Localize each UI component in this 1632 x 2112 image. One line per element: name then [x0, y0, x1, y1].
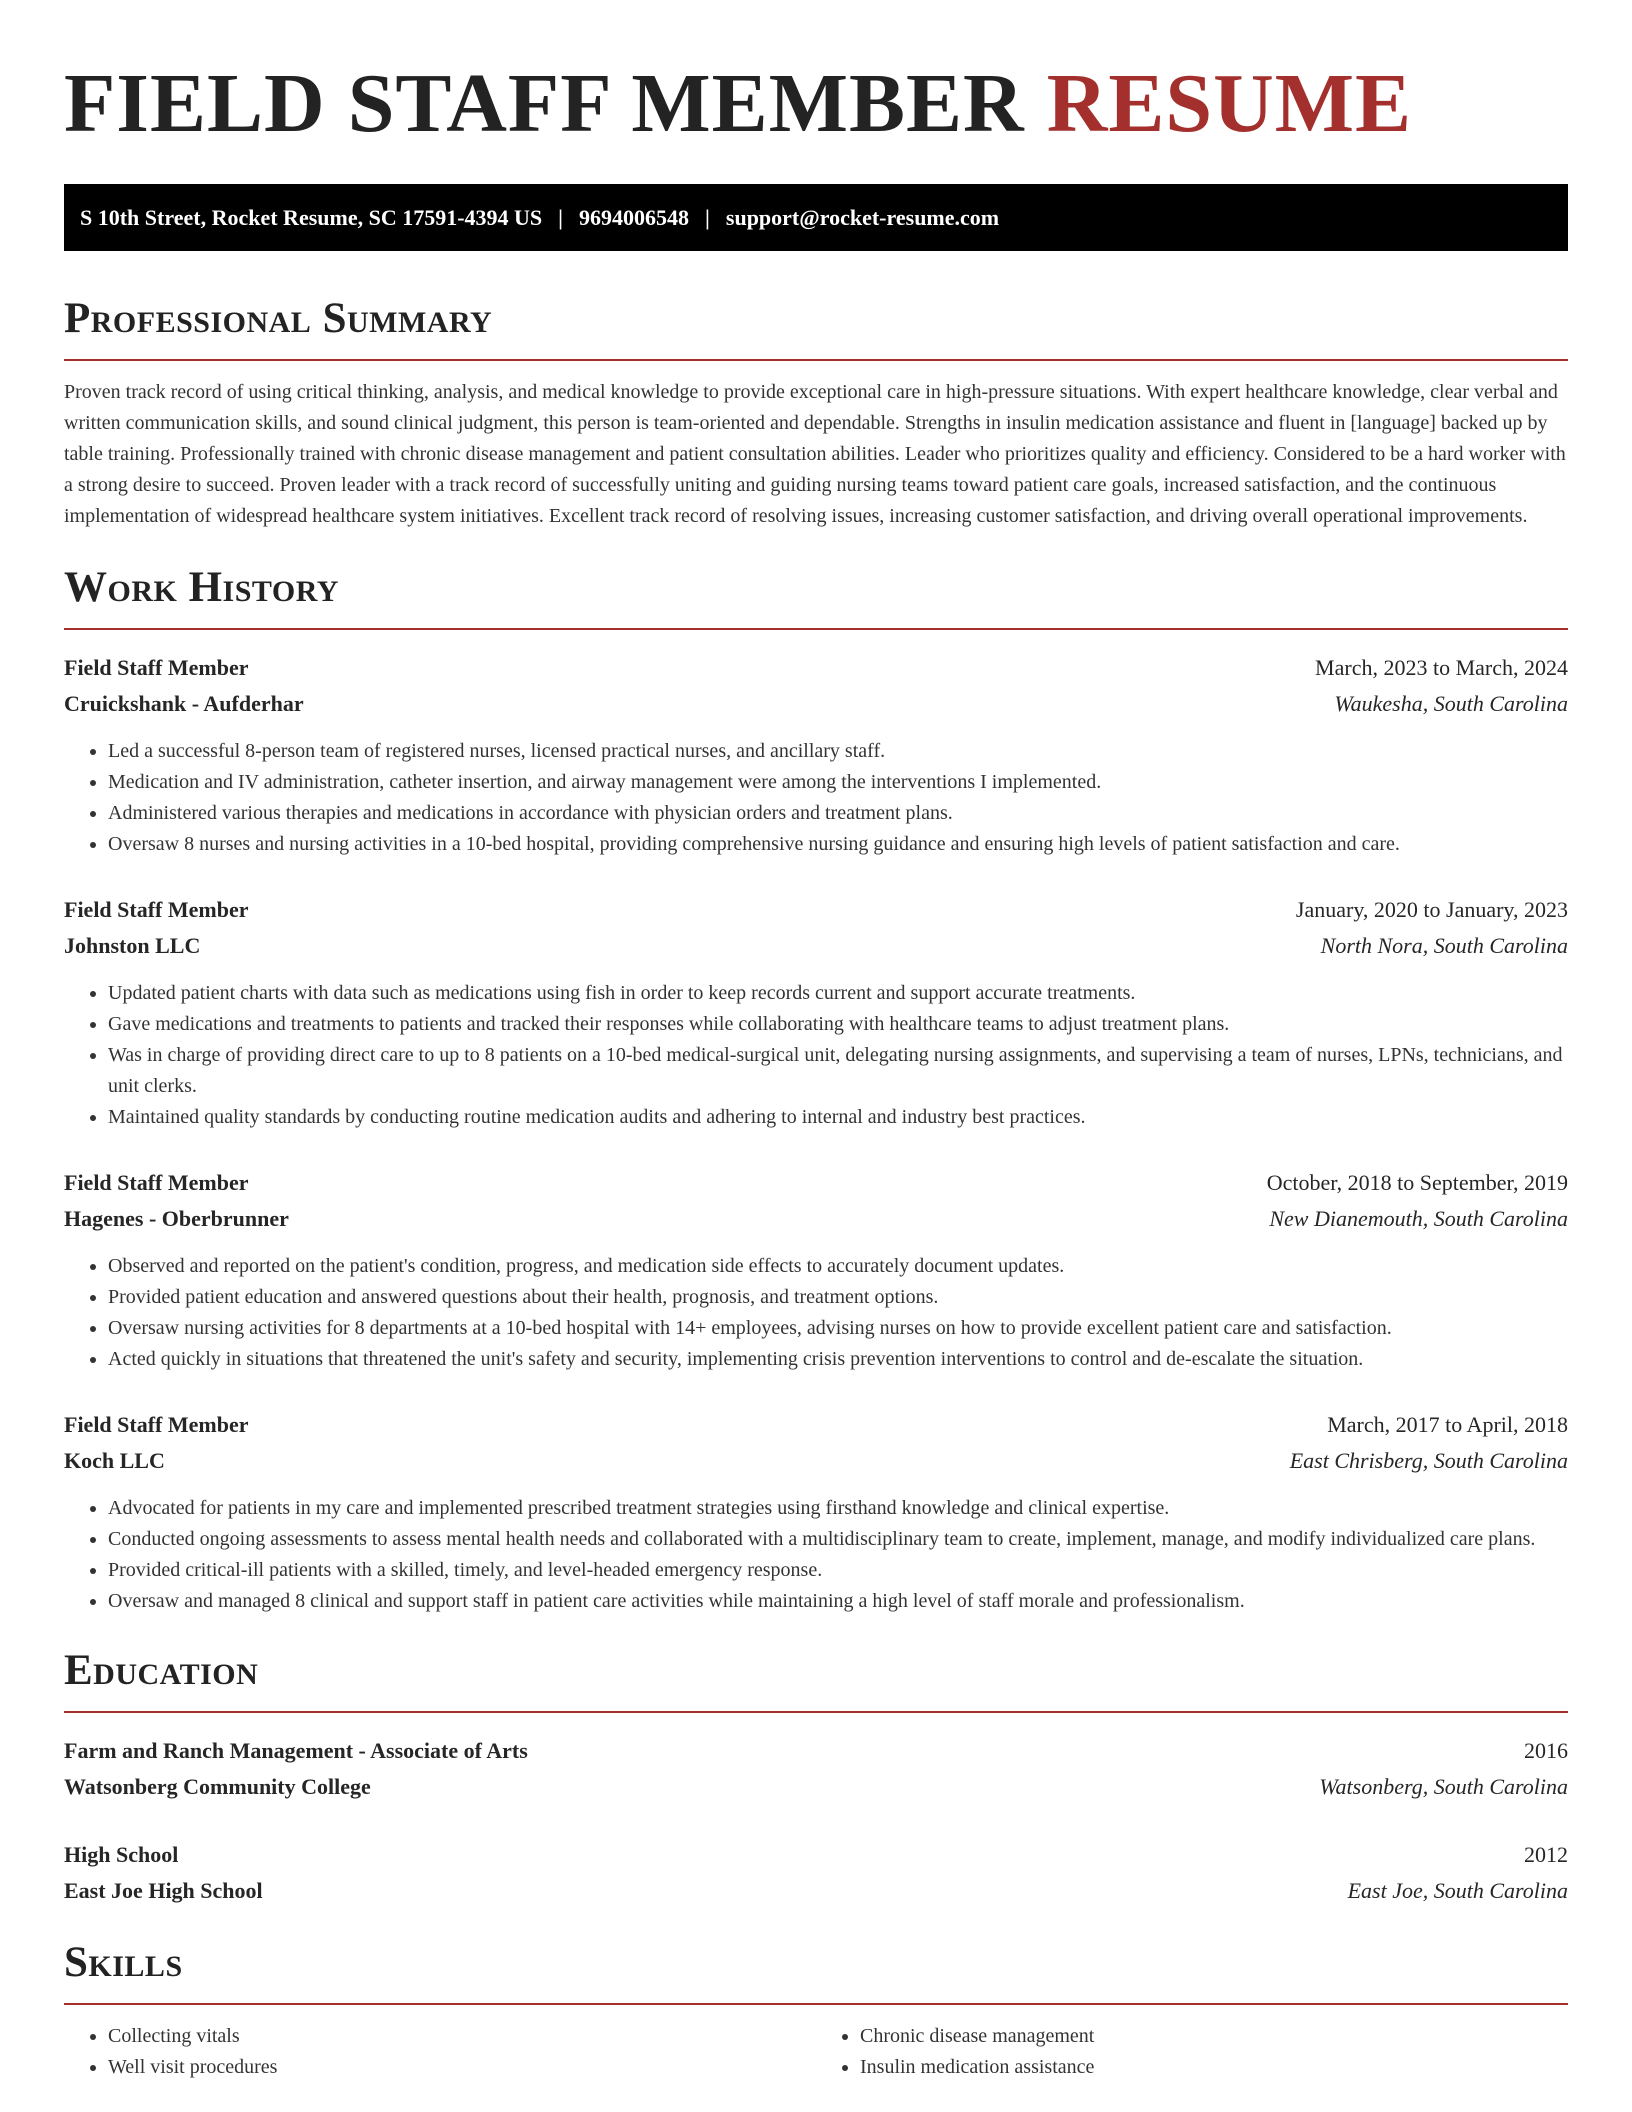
education-year: 2012	[1524, 1842, 1568, 1867]
summary-heading: Professional Summary	[64, 295, 493, 342]
contact-bar	[64, 184, 1568, 251]
job-location: New Dianemouth, South Carolina	[1269, 1206, 1568, 1231]
job-dates: January, 2020 to January, 2023	[1295, 897, 1568, 922]
education-header-row	[64, 1837, 1568, 1873]
job-bullet: • Acted quickly in situations that threatened the unit's safety and security, implementing crisis prevention interventions to control and de-escalate the situation.	[108, 1344, 1568, 1375]
job-title: Field Staff Member	[64, 655, 249, 680]
skill-item: • Chronic disease management	[860, 2021, 1568, 2052]
job-bullet: • Oversaw 8 nurses and nursing activities in a 10-bed hospital, providing comprehensive nursing guidance and ensuring high levels of patient satisfaction and care.	[108, 829, 1568, 860]
contact-separator: |	[705, 204, 710, 230]
contact-email: support@rocket-resume.com	[725, 204, 1000, 230]
job-bullet: • Observed and reported on the patient's condition, progress, and medication side effects to accurately document updates.	[108, 1251, 1568, 1282]
education-entry	[64, 1733, 1568, 1805]
job-bullets	[64, 978, 1568, 1133]
skills-list	[64, 2021, 1568, 2083]
education-header-row	[64, 1733, 1568, 1769]
job-bullet: • Medication and IV administration, catheter insertion, and airway management were among the interventions I implemented.	[108, 767, 1568, 798]
job-dates: March, 2023 to March, 2024	[1315, 655, 1568, 680]
skills-column-left	[64, 2021, 816, 2083]
education-school: Watsonberg Community College	[64, 1774, 371, 1799]
job-bullet: • Administered various therapies and medications in accordance with physician orders and treatment plans.	[108, 798, 1568, 829]
job-bullet: • Advocated for patients in my care and implemented prescribed treatment strategies using firsthand knowledge and clinical expertise.	[108, 1493, 1568, 1524]
job-title: Field Staff Member	[64, 1412, 249, 1437]
job-entry	[64, 1165, 1568, 1375]
education-entry	[64, 1837, 1568, 1909]
education-location: Watsonberg, South Carolina	[1319, 1774, 1568, 1799]
job-title: Field Staff Member	[64, 1170, 249, 1195]
section-divider	[64, 1711, 1568, 1713]
job-company-row	[64, 928, 1568, 964]
job-company-row	[64, 686, 1568, 722]
section-divider	[64, 2003, 1568, 2005]
skill-item: • Insulin medication assistance	[860, 2052, 1568, 2083]
title-accent: RESUME	[1046, 57, 1413, 150]
job-bullet: • Led a successful 8-person team of registered nurses, licensed practical nurses, and ancillary staff.	[108, 736, 1568, 767]
job-location: Waukesha, South Carolina	[1334, 691, 1568, 716]
job-bullet: • Provided critical-ill patients with a skilled, timely, and level-headed emergency response.	[108, 1555, 1568, 1586]
job-dates: October, 2018 to September, 2019	[1266, 1170, 1568, 1195]
job-header-row	[64, 1407, 1568, 1443]
education-school: East Joe High School	[64, 1878, 263, 1903]
job-entry	[64, 892, 1568, 1133]
job-location: North Nora, South Carolina	[1320, 933, 1568, 958]
education-degree: High School	[64, 1842, 179, 1867]
job-company: Cruickshank - Aufderhar	[64, 691, 304, 716]
job-header-row	[64, 892, 1568, 928]
section-divider	[64, 628, 1568, 630]
education-location: East Joe, South Carolina	[1347, 1878, 1568, 1903]
contact-phone: 9694006548	[579, 204, 690, 230]
job-bullet: • Oversaw and managed 8 clinical and support staff in patient care activities while maintaining a high level of staff morale and professionalism.	[108, 1586, 1568, 1617]
job-location: East Chrisberg, South Carolina	[1289, 1448, 1568, 1473]
job-company-row	[64, 1201, 1568, 1237]
job-dates: March, 2017 to April, 2018	[1327, 1412, 1568, 1437]
job-header-row	[64, 1165, 1568, 1201]
education-school-row	[64, 1873, 1568, 1909]
job-bullet: • Gave medications and treatments to patients and tracked their responses while collaborating with healthcare teams to adjust treatment plans.	[108, 1009, 1568, 1040]
skill-item: • Well visit procedures	[108, 2052, 816, 2083]
job-company: Hagenes - Oberbrunner	[64, 1206, 289, 1231]
summary-text: Proven track record of using critical thinking, analysis, and medical knowledge to provide exceptional care in high-pressure situations. With expert healthcare knowledge, clear verbal and written communication skills, and sound clinical judgment, this person is team-oriented and dependable. Strengths in insulin medication assistance and fluent in [language] backed up by table training. Professionally trained with chronic disease management and patient consultation abilities. Leader who prioritizes quality and efficiency. Considered to be a hard worker with a strong desire to succeed. Proven leader with a track record of successfully uniting and guiding nursing teams toward patient care goals, increased satisfaction, and the continuous implementation of widespread healthcare system initiatives. Excellent track record of resolving issues, increasing customer satisfaction, and driving overall operational improvements.	[64, 381, 1566, 527]
section-divider	[64, 359, 1568, 361]
education-school-row	[64, 1769, 1568, 1805]
education-heading: Education	[64, 1647, 259, 1694]
job-entry	[64, 1407, 1568, 1617]
job-title: Field Staff Member	[64, 897, 249, 922]
job-header-row	[64, 650, 1568, 686]
job-bullet: • Conducted ongoing assessments to assess mental health needs and collaborated with a multidisciplinary team to create, implement, manage, and modify individualized care plans.	[108, 1524, 1568, 1555]
contact-address: S 10th Street, Rocket Resume, SC 17591-4394 US	[80, 204, 543, 230]
job-bullet: • Provided patient education and answered questions about their health, prognosis, and treatment options.	[108, 1282, 1568, 1313]
skill-item: • Collecting vitals	[108, 2021, 816, 2052]
contact-separator: |	[558, 204, 564, 230]
job-bullet: • Oversaw nursing activities for 8 departments at a 10-bed hospital with 14+ employees, advising nurses on how to provide excellent patient care and satisfaction.	[108, 1313, 1568, 1344]
education-year: 2016	[1524, 1738, 1568, 1763]
job-bullets	[64, 736, 1568, 860]
job-company-row	[64, 1443, 1568, 1479]
title-main: FIELD STAFF MEMBER	[64, 57, 1025, 150]
job-bullet: • Updated patient charts with data such as medications using fish in order to keep records current and support accurate treatments.	[108, 978, 1568, 1009]
job-bullets	[64, 1251, 1568, 1375]
job-bullet: • Was in charge of providing direct care to up to 8 patients on a 10-bed medical-surgical unit, delegating nursing assignments, and supervising a team of nurses, LPNs, technicians, and unit clerks.	[108, 1040, 1568, 1102]
resume-title	[64, 0, 1568, 152]
job-company: Koch LLC	[64, 1448, 165, 1473]
job-bullets	[64, 1493, 1568, 1617]
education-degree: Farm and Ranch Management - Associate of Arts	[64, 1738, 528, 1763]
skills-heading: Skills	[64, 1939, 183, 1986]
job-bullet: • Maintained quality standards by conducting routine medication audits and adhering to internal and industry best practices.	[108, 1102, 1568, 1133]
work-history-heading: Work History	[64, 564, 339, 611]
skills-column-right	[816, 2021, 1568, 2083]
job-company: Johnston LLC	[64, 933, 201, 958]
job-entry	[64, 650, 1568, 860]
